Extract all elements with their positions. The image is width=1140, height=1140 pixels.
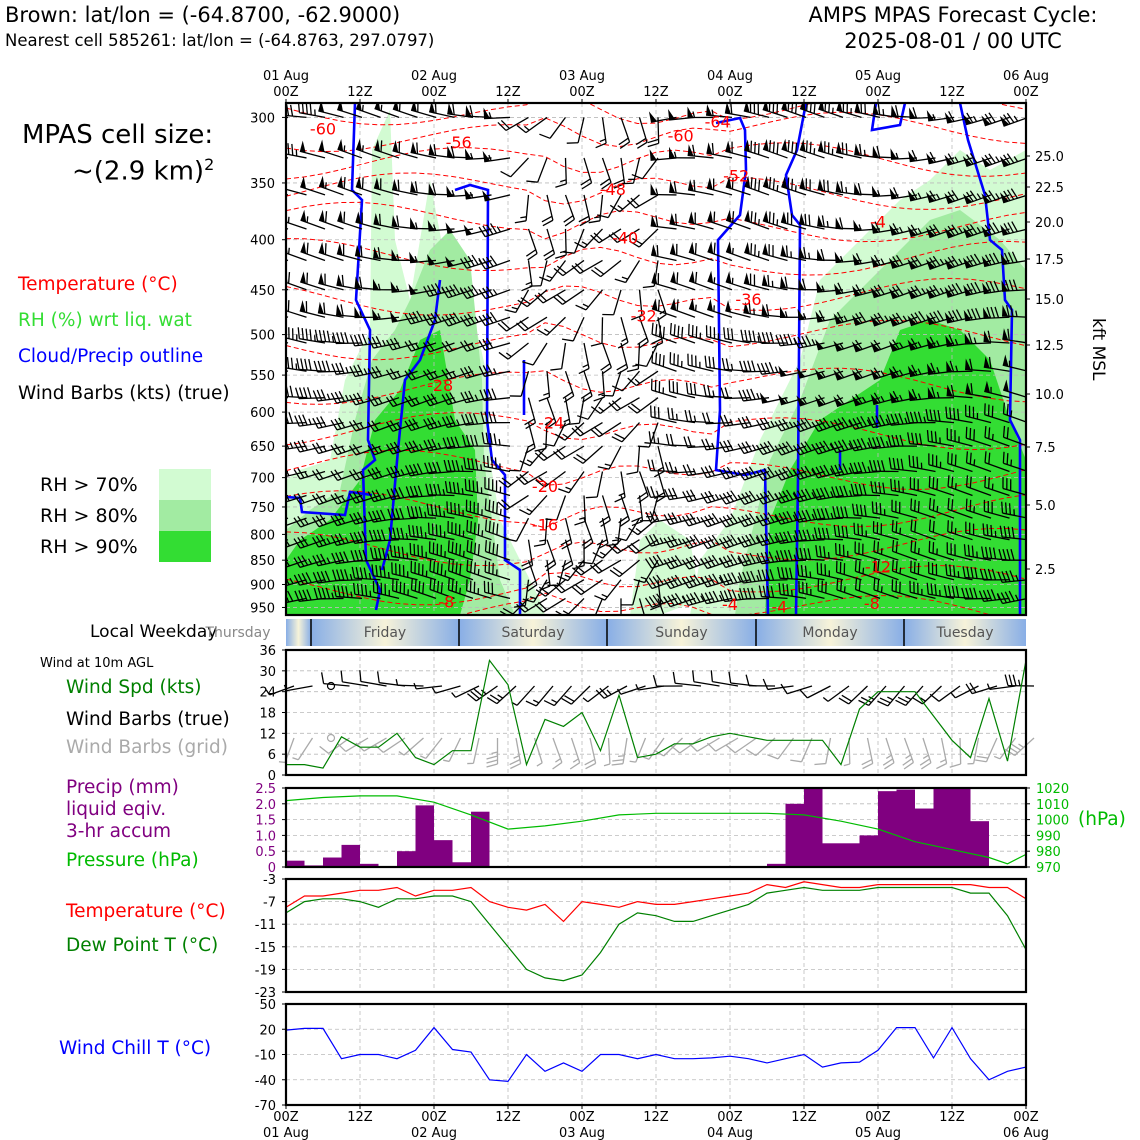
bottom-hour-label: 00Z: [1013, 1110, 1039, 1125]
top-hour-label: 00Z: [865, 85, 891, 100]
windchill-y-axis: [255, 998, 286, 1114]
panel-tick-label: -10: [254, 1048, 276, 1064]
panel-tick-label: 970: [1036, 861, 1061, 876]
weekday-name: Friday: [363, 625, 407, 641]
temperature-contour-label: -64: [704, 112, 731, 132]
top-hour-label: 12Z: [643, 85, 669, 100]
temperature-contour-label: -20: [531, 477, 559, 497]
upper-air-wind-barb: [260, 144, 288, 158]
bottom-hour-label: 12Z: [495, 1110, 521, 1125]
panel-tick-label: 1.5: [255, 813, 276, 829]
top-hour-label: 00Z: [717, 85, 743, 100]
panel-tick-label: 50: [259, 998, 276, 1013]
panel-tick-label: 24: [259, 685, 276, 701]
precip-bar: [342, 845, 361, 867]
pressure-tick-label: 550: [250, 369, 275, 385]
precip-bar: [397, 851, 416, 867]
wind-panel: [259, 644, 1034, 784]
precip-bar: [823, 843, 842, 867]
temperature-contour-label: -12: [864, 557, 892, 577]
top-hour-label: 12Z: [939, 85, 965, 100]
pressure-tick-label: 850: [250, 554, 275, 570]
kft-tick-label: 22.5: [1035, 181, 1064, 196]
precip-bar: [915, 809, 934, 867]
top-hour-label: 12Z: [495, 85, 521, 100]
panel-tick-label: -7: [263, 895, 276, 911]
kft-tick-label: 2.5: [1035, 563, 1056, 578]
temperature-panel-label: Temperature (°C): [66, 901, 226, 922]
bottom-date-label: 06 Aug: [1002, 1126, 1050, 1140]
upper-air-wind-barb: [257, 515, 288, 526]
precip-bar: [971, 821, 990, 867]
cycle-time: 2025-08-01 / 00 UTC: [844, 29, 1062, 53]
bottom-hour-label: 00Z: [421, 1110, 447, 1125]
kft-tick-label: 7.5: [1035, 441, 1056, 456]
kft-tick-label: 15.0: [1035, 293, 1064, 308]
panel-tick-label: 0: [267, 861, 276, 876]
temperature-contour-label: -8: [863, 593, 880, 613]
legend-cloud: Cloud/Precip outline: [18, 346, 204, 367]
rh90-label: RH > 90%: [40, 536, 138, 558]
bottom-hour-label: 12Z: [643, 1110, 669, 1125]
panel-tick-label: -11: [254, 918, 276, 934]
wind-speed-label: Wind Spd (kts): [66, 677, 202, 698]
pressure-tick-label: 450: [250, 283, 275, 299]
top-time-axis: [263, 69, 1049, 103]
precip-bar: [952, 788, 971, 867]
temperature-contour-label: -60: [309, 119, 337, 139]
panel-tick-label: 990: [1036, 829, 1061, 845]
panel-tick-label: 36: [259, 644, 276, 659]
pressure-axis: [250, 111, 286, 616]
kft-axis: [1026, 150, 1064, 578]
windchill-panel-label: Wind Chill T (°C): [59, 1038, 212, 1059]
pressure-tick-label: 700: [250, 471, 275, 487]
pressure-y-axis: [1026, 782, 1069, 876]
pressure-tick-label: 400: [250, 233, 275, 249]
upper-air-panel: [250, 69, 1064, 631]
top-date-label: 01 Aug: [262, 69, 310, 84]
pressure-tick-label: 300: [250, 111, 275, 127]
bottom-hour-label: 00Z: [717, 1110, 743, 1125]
temperature-y-axis: [255, 873, 286, 1001]
panel-tick-label: -23: [254, 986, 276, 1001]
panel-tick-label: -19: [254, 963, 276, 979]
cell-size-label: MPAS cell size:: [22, 120, 214, 150]
cell-size-text: ~(2.9 km): [72, 156, 205, 187]
precip-y-axis: [255, 782, 286, 876]
panel-tick-label: 30: [259, 664, 276, 680]
legend-rh: RH (%) wrt liq. wat: [18, 310, 192, 331]
panel-tick-label: 20: [259, 1023, 276, 1039]
bottom-time-axis: [263, 1105, 1049, 1140]
upper-air-wind-barb: [261, 382, 288, 397]
precip-bar: [878, 791, 897, 867]
weekday-name: Sunday: [655, 625, 708, 641]
precip-label-1: Precip (mm): [66, 777, 179, 798]
panel-tick-label: 980: [1036, 845, 1061, 861]
top-date-label: 05 Aug: [854, 69, 902, 84]
nearest-cell-title: Nearest cell 585261: lat/lon = (-64.8763, 297.0797): [5, 31, 435, 50]
bottom-hour-label: 00Z: [273, 1110, 299, 1125]
panel-tick-label: 12: [259, 727, 276, 743]
wind-barbs-grid-label: Wind Barbs (grid): [66, 737, 228, 758]
bottom-hour-label: 12Z: [347, 1110, 373, 1125]
pressure-tick-label: 500: [250, 328, 275, 344]
pressure-tick-label: 800: [250, 528, 275, 544]
precip-bar: [323, 858, 342, 867]
kft-tick-label: 12.5: [1035, 339, 1064, 354]
weekday-name: Thursday: [205, 625, 271, 641]
panel-tick-label: 2.5: [255, 782, 276, 797]
precip-bar: [897, 790, 916, 867]
legend-temperature: Temperature (°C): [18, 274, 178, 295]
temperature-contour-label: -40: [612, 228, 639, 248]
dewpoint-panel-label: Dew Point T (°C): [66, 935, 219, 956]
temperature-contour-label: -36: [735, 290, 762, 310]
wind-y-axis: [259, 644, 286, 784]
precip-bar: [804, 788, 823, 867]
upper-air-wind-barb: [263, 298, 288, 317]
weekday-label: Local Weekday: [90, 622, 218, 642]
precip-bar: [434, 840, 453, 867]
top-date-label: 06 Aug: [1002, 69, 1050, 84]
cycle-label: AMPS MPAS Forecast Cycle:: [808, 3, 1098, 27]
temperature-contour-label: -60: [667, 126, 694, 146]
temperature-contour-label: -56: [445, 133, 472, 153]
rh70-label: RH > 70%: [40, 474, 138, 496]
pressure-tick-label: 650: [250, 440, 275, 456]
bottom-hour-label: 00Z: [569, 1110, 595, 1125]
top-hour-label: 12Z: [791, 85, 817, 100]
wind10m-label: Wind at 10m AGL: [40, 656, 154, 671]
panel-tick-label: 0: [267, 769, 276, 784]
pressure-tick-label: 900: [250, 578, 275, 594]
precip-bar: [860, 835, 879, 867]
pressure-tick-label: 950: [250, 601, 275, 617]
kft-tick-label: 20.0: [1035, 216, 1064, 231]
temperature-contour-label: -48: [599, 179, 626, 199]
kft-tick-label: 25.0: [1035, 150, 1064, 165]
kft-tick-label: 5.0: [1035, 499, 1056, 514]
cell-size-sup: 2: [204, 155, 215, 174]
temperature-contour-label: -4: [870, 212, 886, 232]
temperature-contour-label: -4: [771, 597, 788, 617]
weekday-segments: [204, 619, 1026, 646]
windchill-panel: [255, 998, 1049, 1140]
panel-tick-label: 1020: [1036, 782, 1070, 797]
upper-air-wind-barb: [263, 211, 288, 229]
top-hour-label: 12Z: [347, 85, 373, 100]
panel-tick-label: -15: [254, 940, 276, 956]
panel-tick-label: -40: [254, 1073, 276, 1089]
station-title: Brown: lat/lon = (-64.8700, -62.9000): [5, 3, 401, 27]
panel-tick-label: 0.5: [255, 845, 276, 861]
precip-label-3: 3-hr accum: [66, 821, 172, 842]
precip-label-2: liquid eqiv.: [66, 799, 167, 820]
pressure-label: Pressure (hPa): [66, 850, 199, 871]
temperature-contour-label: -8: [438, 592, 455, 612]
top-hour-label: 00Z: [569, 85, 595, 100]
panel-tick-label: 1010: [1036, 797, 1070, 813]
panel-tick-label: 1.0: [255, 829, 276, 845]
temperature-contour-label: -32: [630, 306, 657, 326]
top-hour-label: 00Z: [421, 85, 447, 100]
top-date-label: 02 Aug: [410, 69, 458, 84]
panel-tick-label: -70: [254, 1099, 276, 1114]
bottom-hour-label: 12Z: [791, 1110, 817, 1125]
bottom-date-label: 04 Aug: [706, 1126, 754, 1140]
temperature-contour-label: -28: [427, 376, 454, 396]
temperature-contour-label: -16: [531, 515, 559, 535]
rh80-label: RH > 80%: [40, 505, 138, 527]
kft-axis-label: kft MSL: [1088, 318, 1108, 381]
bottom-hour-label: 12Z: [939, 1110, 965, 1125]
wind-barbs-true-label: Wind Barbs (true): [66, 709, 230, 730]
panel-tick-label: 18: [259, 706, 276, 722]
panel-tick-label: 1000: [1036, 813, 1070, 829]
temperature-contour-label: -52: [723, 166, 750, 186]
top-hour-label: 00Z: [273, 85, 299, 100]
top-hour-label: 00Z: [1013, 85, 1039, 100]
temperature-contour-label: -24: [538, 413, 565, 433]
weekday-name: Monday: [802, 625, 858, 641]
weekday-name: Tuesday: [936, 625, 994, 641]
bottom-date-label: 02 Aug: [410, 1126, 458, 1140]
upper-air-wind-barb: [257, 490, 288, 502]
bottom-date-label: 03 Aug: [558, 1126, 606, 1140]
top-date-label: 04 Aug: [706, 69, 754, 84]
temperature-contour-label: -4: [722, 594, 738, 614]
pressure-unit-label: (hPa): [1078, 809, 1126, 830]
weekday-segment: [286, 619, 311, 646]
precip-bar: [786, 804, 805, 867]
kft-tick-label: 17.5: [1035, 253, 1064, 268]
pressure-tick-label: 350: [250, 176, 275, 192]
precip-bar: [471, 812, 490, 867]
pressure-tick-label: 750: [250, 500, 275, 516]
panel-tick-label: -3: [263, 873, 276, 888]
precip-bar: [416, 805, 435, 867]
weekday-name: Saturday: [501, 625, 565, 641]
panel-tick-label: 6: [267, 748, 276, 764]
bottom-date-label: 01 Aug: [262, 1126, 310, 1140]
bottom-hour-label: 00Z: [865, 1110, 891, 1125]
precip-panel: [255, 782, 1069, 876]
bottom-date-label: 05 Aug: [854, 1126, 902, 1140]
precip-bar: [934, 788, 953, 867]
precip-bar: [841, 843, 860, 867]
top-date-label: 03 Aug: [558, 69, 606, 84]
panel-tick-label: 2.0: [255, 797, 276, 813]
temperature-panel: [255, 873, 1026, 1001]
legend-wind: Wind Barbs (kts) (true): [18, 383, 230, 404]
kft-tick-label: 10.0: [1035, 388, 1064, 403]
pressure-tick-label: 600: [250, 406, 275, 422]
weekday-bar: [204, 619, 1026, 646]
